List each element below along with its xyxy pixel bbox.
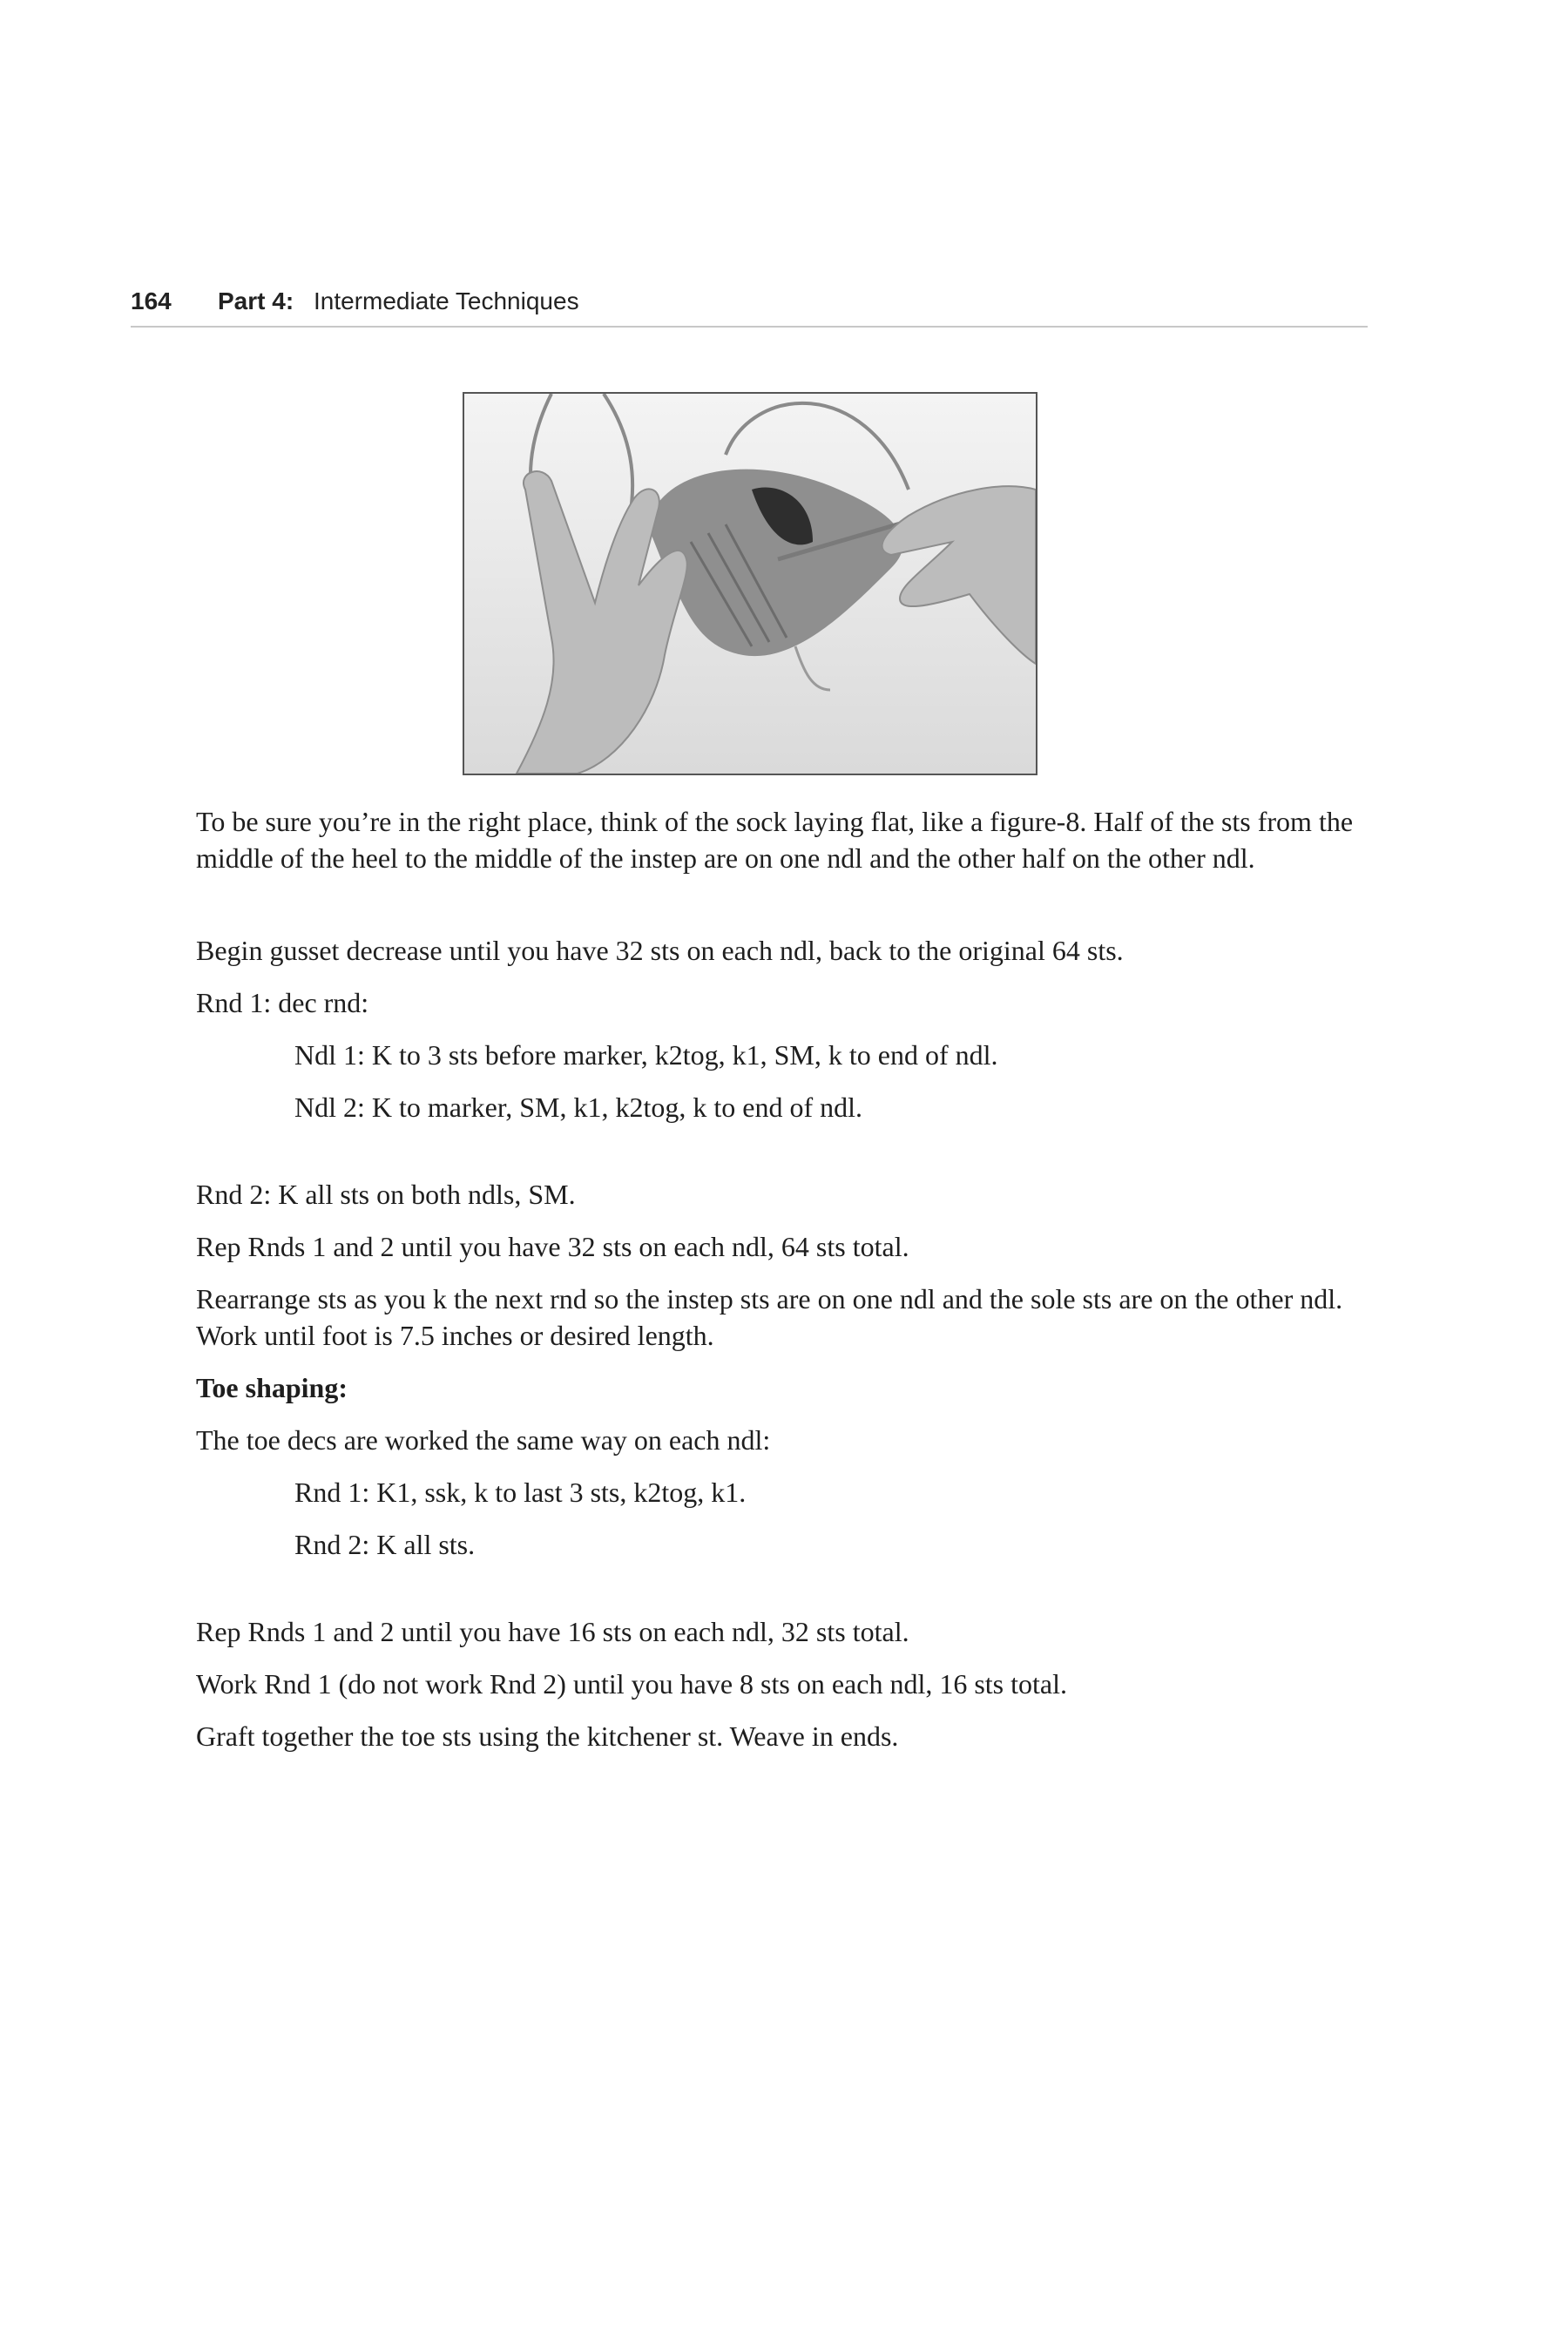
instruction-ndl2: Ndl 2: K to marker, SM, k1, k2tog, k to end of ndl. [294,1092,862,1123]
running-header [131,287,1368,328]
paragraph-intro: To be sure you’re in the right place, think of the sock laying flat, like a figure-8. Half of the sts from the middle of the heel to the middle of the instep are on one ndl and the other half on the other ndl. [196,806,1354,874]
knitting-illustration [464,394,1036,774]
part-label: Part 4: [218,287,294,314]
knitting-photo [463,392,1037,775]
paragraph-toe-repeat: Rep Rnds 1 and 2 until you have 16 sts on each ndl, 32 sts total. [196,1616,909,1647]
page-number: 164 [131,287,172,314]
paragraph-rnd1-heading: Rnd 1: dec rnd: [196,987,369,1018]
instruction-toe-rnd1: Rnd 1: K1, ssk, k to last 3 sts, k2tog, k1. [294,1477,747,1508]
paragraph-rearrange: Rearrange sts as you k the next rnd so the instep sts are on one ndl and the sole sts are on the other ndl. Work until foot is 7.5 inches or desired length. [196,1283,1343,1351]
part-title: Intermediate Techniques [314,287,579,314]
instruction-toe-rnd2: Rnd 2: K all sts. [294,1529,476,1560]
paragraph-work-rnd1: Work Rnd 1 (do not work Rnd 2) until you have 8 sts on each ndl, 16 sts total. [196,1668,1067,1700]
paragraph-rnd2: Rnd 2: K all sts on both ndls, SM. [196,1179,576,1210]
paragraph-repeat: Rep Rnds 1 and 2 until you have 32 sts on each ndl, 64 sts total. [196,1231,909,1262]
paragraph-graft: Graft together the toe sts using the kitchener st. Weave in ends. [196,1720,899,1752]
paragraph-toe-decs: The toe decs are worked the same way on each ndl: [196,1424,771,1456]
section-heading-toe-shaping: Toe shaping: [196,1372,348,1403]
paragraph-gusset: Begin gusset decrease until you have 32 sts on each ndl, back to the original 64 sts. [196,935,1124,966]
instruction-ndl1: Ndl 1: K to 3 sts before marker, k2tog, k1, SM, k to end of ndl. [294,1039,998,1071]
